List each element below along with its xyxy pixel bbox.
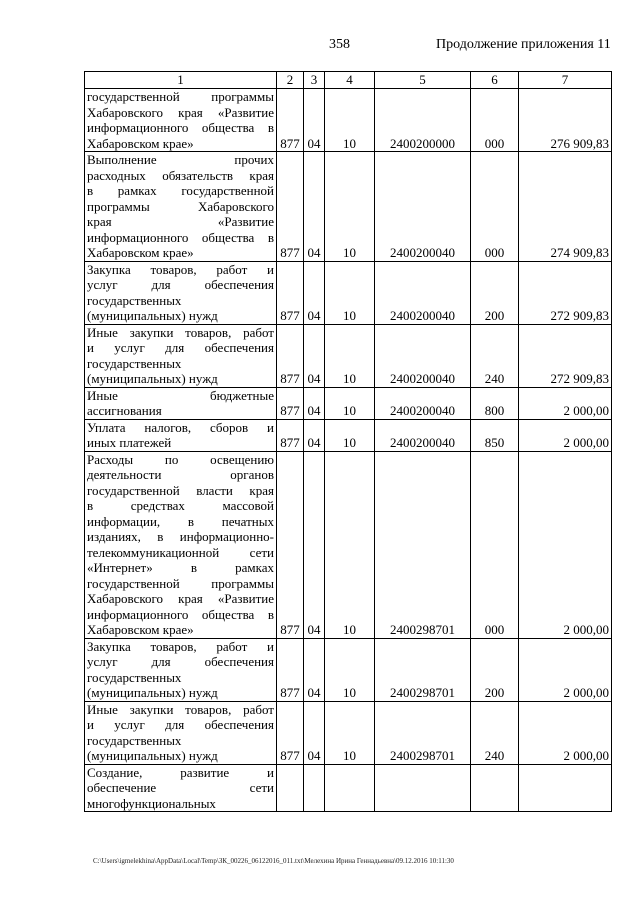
section-code: 04	[304, 324, 325, 387]
budget-table	[84, 71, 612, 812]
expense-name-line: ассигнования	[87, 403, 162, 418]
expense-name	[85, 152, 277, 262]
continuation-title: Продолжение приложения 11	[436, 37, 611, 52]
target-item-code: 2400298701	[375, 638, 471, 701]
subsection-code: 10	[325, 419, 375, 451]
expense-name-line: Иные бюджетные	[87, 387, 274, 403]
expense-name-line: Расходы по освещению	[87, 451, 274, 467]
column-header: 6	[471, 72, 519, 89]
admin-code: 877	[277, 152, 304, 262]
amount: 2 000,00	[519, 387, 612, 419]
expense-name-line: государственных	[87, 669, 182, 685]
expense-name	[85, 89, 277, 152]
expense-name-line: государственной программы	[87, 575, 274, 591]
expense-name-line: и услуг для обеспечения	[87, 340, 274, 355]
target-item-code: 2400200000	[375, 89, 471, 152]
expense-name-line: информационного общества в	[87, 120, 274, 135]
subsection-code: 10	[325, 261, 375, 324]
table-row	[85, 387, 612, 419]
table-row	[85, 701, 612, 764]
target-item-code: 2400200040	[375, 387, 471, 419]
amount: 2 000,00	[519, 638, 612, 701]
expense-name-line: «Интернет» в рамках	[87, 560, 274, 575]
expense-name-line: Хабаровского края «Развитие	[87, 104, 274, 120]
expense-name-line: Иные закупки товаров, работ	[87, 324, 274, 340]
table-row	[85, 451, 612, 638]
expense-name	[85, 261, 277, 324]
expense-name-line: Выполнение прочих	[87, 152, 274, 167]
amount	[519, 764, 612, 812]
expense-name-line: государственных	[87, 355, 182, 371]
subsection-code: 10	[325, 324, 375, 387]
expense-name-line: программы Хабаровского	[87, 198, 274, 214]
expense-name-line: Уплата налогов, сборов и	[87, 419, 274, 435]
expense-name-line: информационного общества в	[87, 229, 274, 245]
subsection-code: 10	[325, 701, 375, 764]
column-header: 3	[304, 72, 325, 89]
expense-type-code: 800	[471, 387, 519, 419]
admin-code: 877	[277, 638, 304, 701]
expense-name-line: края «Развитие	[87, 214, 274, 229]
expense-name-line: (муниципальных) нужд	[87, 308, 218, 323]
expense-name	[85, 638, 277, 701]
admin-code: 877	[277, 89, 304, 152]
column-header: 2	[277, 72, 304, 89]
header-row	[85, 72, 612, 89]
expense-name-line: изданиях, в информационно-	[87, 529, 274, 544]
table-row	[85, 89, 612, 152]
section-code: 04	[304, 89, 325, 152]
footer-file-path: C:\Users\igmelekhina\AppData\Local\Temp\ЗК_00226_06122016_011.txt\Мелехина Ирина Геннадьевна\09.12.2016 10:11:30	[93, 857, 454, 865]
amount: 272 909,83	[519, 324, 612, 387]
expense-name-line: Хабаровском крае»	[87, 622, 194, 637]
expense-name-line: информационного общества в	[87, 606, 274, 622]
section-code: 04	[304, 261, 325, 324]
expense-name	[85, 451, 277, 638]
subsection-code: 10	[325, 387, 375, 419]
expense-name-line: информации, в печатных	[87, 513, 274, 529]
admin-code: 877	[277, 261, 304, 324]
expense-type-code: 240	[471, 324, 519, 387]
expense-name-line: государственной власти края	[87, 482, 274, 498]
table-row	[85, 324, 612, 387]
target-item-code: 2400298701	[375, 451, 471, 638]
expense-name-line: государственной программы	[87, 89, 274, 104]
table-row	[85, 261, 612, 324]
expense-name-line: государственных	[87, 292, 182, 308]
expense-name-line: телекоммуникационной сети	[87, 544, 274, 560]
table-row	[85, 638, 612, 701]
column-header: 5	[375, 72, 471, 89]
admin-code: 877	[277, 324, 304, 387]
expense-name-line: Хабаровском крае»	[87, 135, 194, 151]
expense-name	[85, 324, 277, 387]
admin-code: 877	[277, 387, 304, 419]
subsection-code: 10	[325, 152, 375, 262]
subsection-code: 10	[325, 89, 375, 152]
expense-type-code: 000	[471, 89, 519, 152]
expense-name-line: в средствах массовой	[87, 498, 274, 513]
subsection-code: 10	[325, 451, 375, 638]
column-header: 4	[325, 72, 375, 89]
expense-name-line: деятельности органов	[87, 467, 274, 482]
expense-name-line: многофункциональных	[87, 795, 216, 811]
expense-name-line: в рамках государственной	[87, 183, 274, 198]
expense-name-line: расходных обязательств края	[87, 167, 274, 183]
expense-type-code: 200	[471, 638, 519, 701]
expense-name	[85, 387, 277, 419]
expense-name-line: Создание, развитие и	[87, 764, 274, 780]
admin-code: 877	[277, 701, 304, 764]
admin-code	[277, 764, 304, 812]
expense-name-line: Хабаровского края «Развитие	[87, 591, 274, 606]
expense-name-line: (муниципальных) нужд	[87, 371, 218, 386]
expense-type-code: 200	[471, 261, 519, 324]
amount: 274 909,83	[519, 152, 612, 262]
section-code: 04	[304, 387, 325, 419]
expense-name-line: обеспечение сети	[87, 780, 274, 795]
amount: 272 909,83	[519, 261, 612, 324]
expense-name	[85, 419, 277, 451]
amount: 276 909,83	[519, 89, 612, 152]
expense-type-code: 240	[471, 701, 519, 764]
amount: 2 000,00	[519, 419, 612, 451]
expense-name-line: Закупка товаров, работ и	[87, 261, 274, 277]
target-item-code: 2400200040	[375, 152, 471, 262]
target-item-code: 2400200040	[375, 419, 471, 451]
target-item-code: 2400298701	[375, 701, 471, 764]
section-code: 04	[304, 451, 325, 638]
expense-name-line: государственных	[87, 732, 182, 748]
admin-code: 877	[277, 451, 304, 638]
expense-name-line: Хабаровском крае»	[87, 245, 194, 260]
expense-name	[85, 701, 277, 764]
target-item-code	[375, 764, 471, 812]
expense-name-line: иных платежей	[87, 435, 172, 450]
expense-type-code: 000	[471, 451, 519, 638]
column-header: 1	[85, 72, 277, 89]
expense-name-line: (муниципальных) нужд	[87, 685, 218, 700]
section-code: 04	[304, 701, 325, 764]
section-code: 04	[304, 419, 325, 451]
expense-name-line: Иные закупки товаров, работ	[87, 701, 274, 717]
target-item-code: 2400200040	[375, 324, 471, 387]
expense-type-code: 000	[471, 152, 519, 262]
table-row	[85, 152, 612, 262]
expense-type-code	[471, 764, 519, 812]
expense-name-line: Закупка товаров, работ и	[87, 638, 274, 654]
table-row	[85, 764, 612, 812]
expense-name	[85, 764, 277, 812]
target-item-code: 2400200040	[375, 261, 471, 324]
page-number: 358	[329, 37, 350, 52]
table-row	[85, 419, 612, 451]
table-body	[85, 89, 612, 812]
column-header: 7	[519, 72, 612, 89]
expense-type-code: 850	[471, 419, 519, 451]
subsection-code	[325, 764, 375, 812]
expense-name-line: услуг для обеспечения	[87, 654, 274, 669]
section-code: 04	[304, 638, 325, 701]
amount: 2 000,00	[519, 701, 612, 764]
expense-name-line: услуг для обеспечения	[87, 277, 274, 292]
expense-name-line: и услуг для обеспечения	[87, 717, 274, 732]
expense-name-line: (муниципальных) нужд	[87, 748, 218, 763]
section-code: 04	[304, 152, 325, 262]
admin-code: 877	[277, 419, 304, 451]
section-code	[304, 764, 325, 812]
amount: 2 000,00	[519, 451, 612, 638]
subsection-code: 10	[325, 638, 375, 701]
